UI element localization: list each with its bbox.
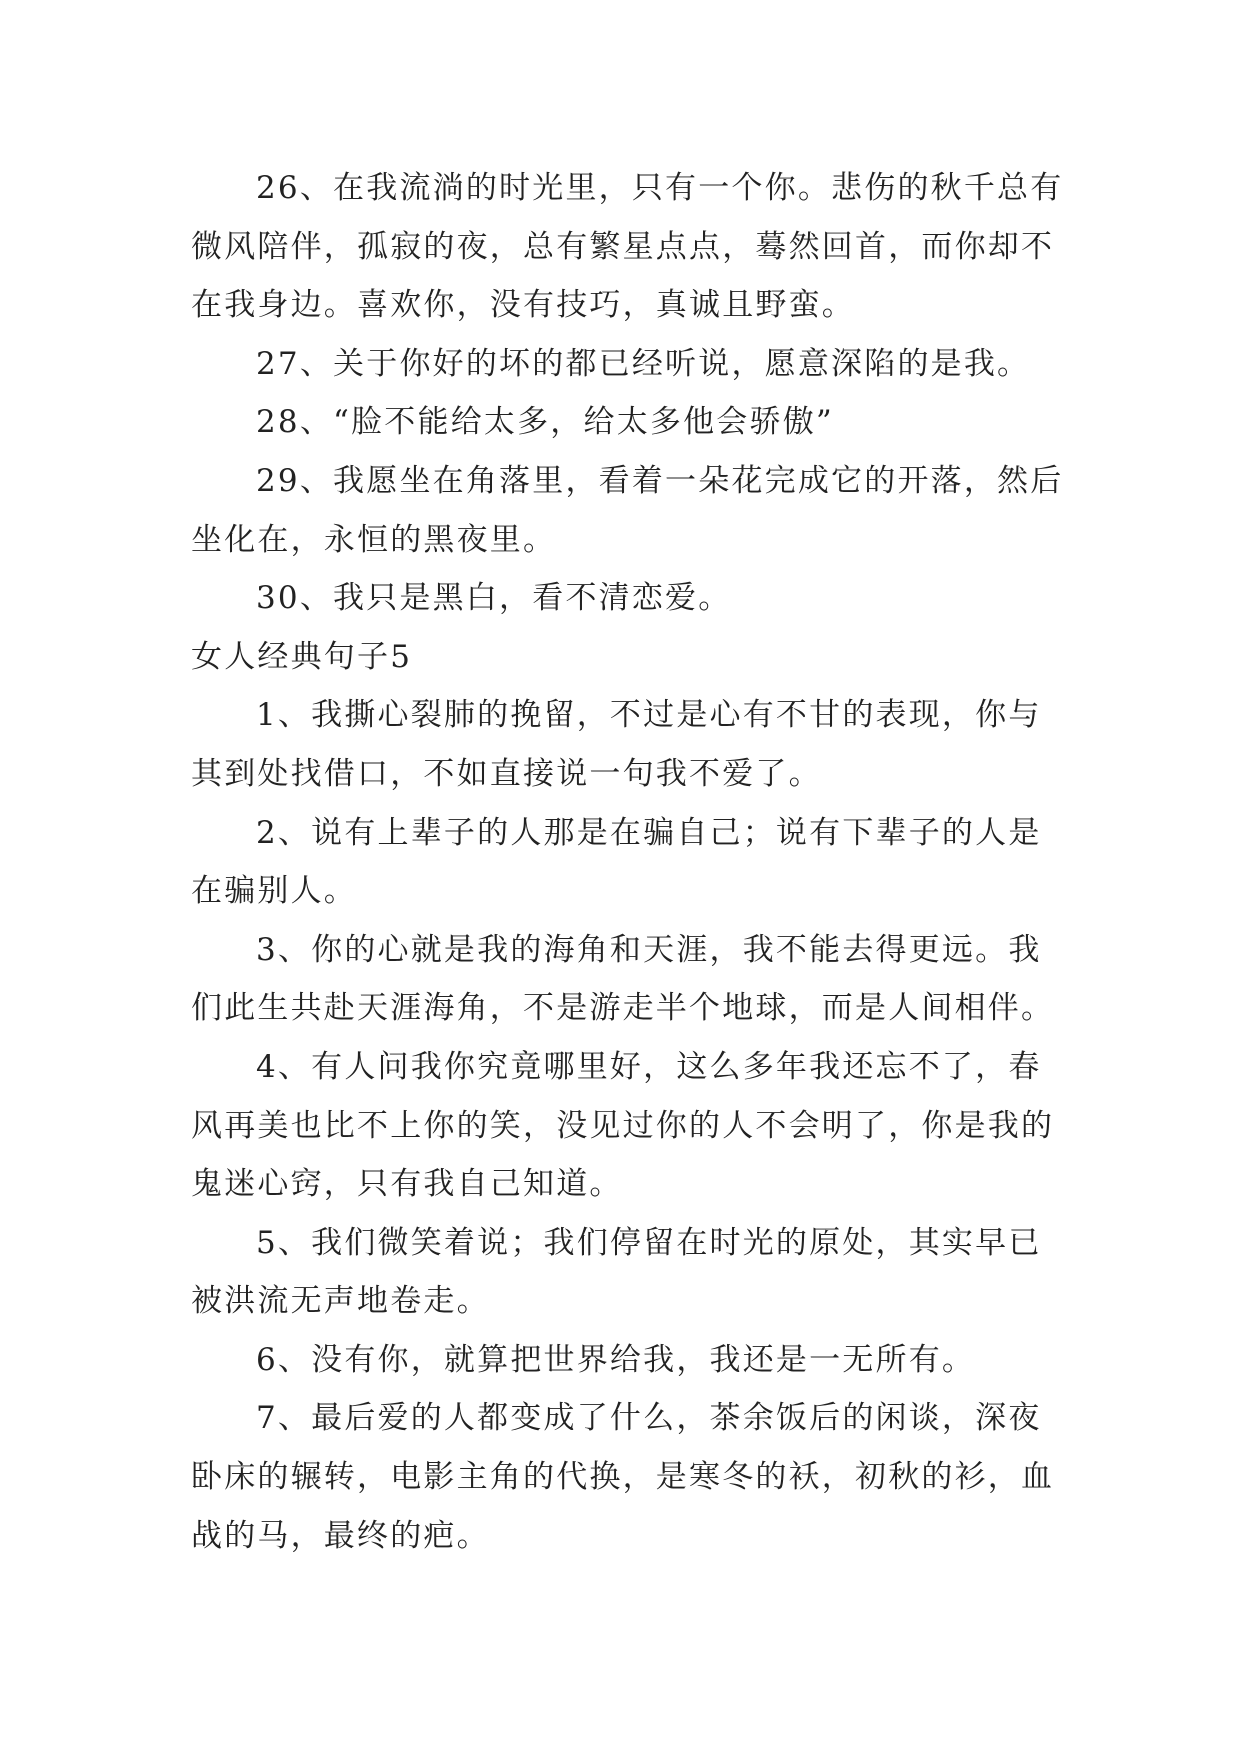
paragraph-line: 被洪流无声地卷走。: [191, 1283, 490, 1320]
paragraph-line: 坐化在，永恒的黑夜里。: [191, 521, 557, 558]
paragraph-line: 29、我愿坐在角落里，看着一朵花完成它的开落，然后: [256, 462, 1064, 499]
paragraph-line: 7、最后爱的人都变成了什么，茶余饭后的闲谈，深夜: [256, 1400, 1042, 1437]
paragraph-7: [191, 1389, 1181, 1565]
paragraph-line: 其到处找借口，不如直接说一句我不爱了。: [191, 755, 822, 792]
paragraph-line: 30、我只是黑白，看不清恋爱。: [256, 580, 732, 617]
paragraph-28: [191, 393, 1181, 452]
paragraph-line: 风再美也比不上你的笑，没见过你的人不会明了，你是我的: [191, 1107, 1055, 1144]
paragraph-27: [191, 335, 1181, 394]
paragraph-line: 4、有人问我你究竟哪里好，这么多年我还忘不了，春: [256, 1048, 1042, 1085]
paragraph-26: [191, 159, 1181, 335]
paragraph-4: [191, 1038, 1181, 1214]
paragraph-line: 1、我撕心裂肺的挽留，不过是心有不甘的表现，你与: [256, 697, 1042, 734]
paragraph-line: 战的马，最终的疤。: [191, 1517, 490, 1554]
paragraph-line: 鬼迷心窍，只有我自己知道。: [191, 1166, 623, 1203]
paragraph-1: [191, 686, 1181, 803]
paragraph-line: 微风陪伴，孤寂的夜，总有繁星点点，蓦然回首，而你却不: [191, 228, 1055, 265]
paragraph-3: [191, 921, 1181, 1038]
paragraph-line: 3、你的心就是我的海角和天涯，我不能去得更远。我: [256, 931, 1042, 968]
paragraph-line: 们此生共赴天涯海角，不是游走半个地球，而是人间相伴。: [191, 990, 1055, 1027]
section-heading: 女人经典句子5: [191, 638, 413, 675]
paragraph-line: 26、在我流淌的时光里，只有一个你。悲伤的秋千总有: [256, 170, 1064, 206]
paragraph-line: 在我身边。喜欢你，没有技巧，真诚且野蛮。: [191, 287, 855, 324]
paragraph-2: [191, 804, 1181, 921]
paragraph-line: 2、说有上辈子的人那是在骗自己；说有下辈子的人是: [256, 814, 1042, 851]
paragraph-29: [191, 452, 1181, 569]
paragraph-line: 在骗别人。: [191, 873, 357, 910]
paragraph-30: [191, 569, 1181, 628]
paragraph-5: [191, 1214, 1181, 1331]
paragraph-line: 28、“脸不能给太多，给太多他会骄傲”: [256, 404, 834, 441]
paragraph-line: 5、我们微笑着说；我们停留在时光的原处，其实早已: [256, 1224, 1042, 1261]
paragraph-line: 卧床的辗转，电影主角的代换，是寒冬的袄，初秋的衫，血: [191, 1459, 1055, 1496]
document-body: [191, 159, 1181, 1565]
paragraph-line: 27、关于你好的坏的都已经听说，愿意深陷的是我。: [256, 345, 1031, 382]
paragraph-6: [191, 1331, 1181, 1390]
paragraph-line: 6、没有你，就算把世界给我，我还是一无所有。: [256, 1341, 976, 1378]
